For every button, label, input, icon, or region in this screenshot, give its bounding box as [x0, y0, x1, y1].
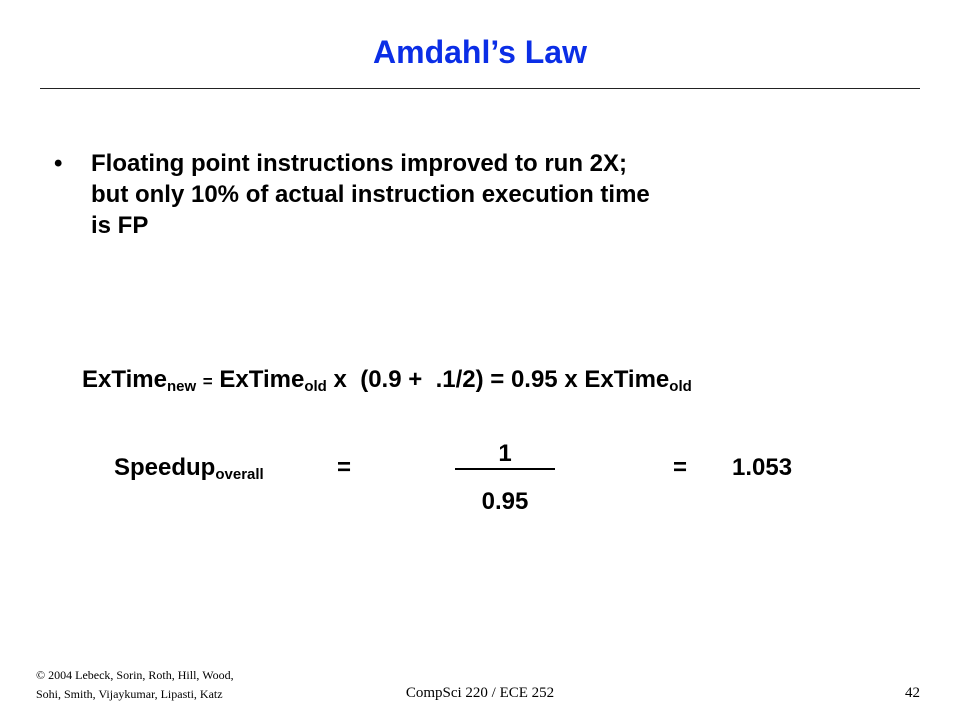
fraction-numerator: 1 [498, 440, 512, 467]
copyright-line-1: © 2004 Lebeck, Sorin, Roth, Hill, Wood, [36, 668, 234, 682]
speedup-subscript: overall [215, 466, 264, 483]
bullet-marker: • [54, 150, 63, 177]
footer-course: CompSci 220 / ECE 252 [405, 685, 555, 701]
fraction-denominator: 0.95 [481, 488, 529, 515]
formula-lhs-subscript: new [166, 378, 197, 395]
title-divider [40, 88, 920, 89]
formula-equals: = [202, 372, 213, 391]
page-number: 42 [905, 685, 920, 701]
speedup-result: 1.053 [732, 454, 793, 481]
bullet-text [91, 148, 851, 242]
speedup-label [114, 454, 264, 482]
speedup-equals-1: = [337, 454, 352, 481]
footer-copyright [36, 666, 336, 703]
formula-rhs-a-subscript: old [304, 378, 327, 395]
formula-rhs-a: ExTime [219, 366, 305, 393]
bullet-line-1: Floating point instructions improved to run 2X; [91, 150, 627, 177]
extime-formula [82, 366, 692, 394]
speedup-equals-2: = [673, 454, 688, 481]
speedup-text: Speedup [114, 454, 216, 481]
formula-rhs-b-subscript: old [669, 378, 692, 395]
slide-title: Amdahl’s Law [373, 34, 587, 70]
formula-rhs-b: x (0.9 + .1/2) = 0.95 x ExTime [326, 366, 670, 393]
fraction-bar [455, 468, 555, 470]
formula-lhs: ExTime [82, 366, 167, 393]
bullet-line-3: is FP [91, 212, 149, 240]
copyright-line-2: Sohi, Smith, Vijaykumar, Lipasti, Katz [36, 686, 223, 701]
bullet-line-2: but only 10% of actual instruction execution time [91, 181, 650, 209]
